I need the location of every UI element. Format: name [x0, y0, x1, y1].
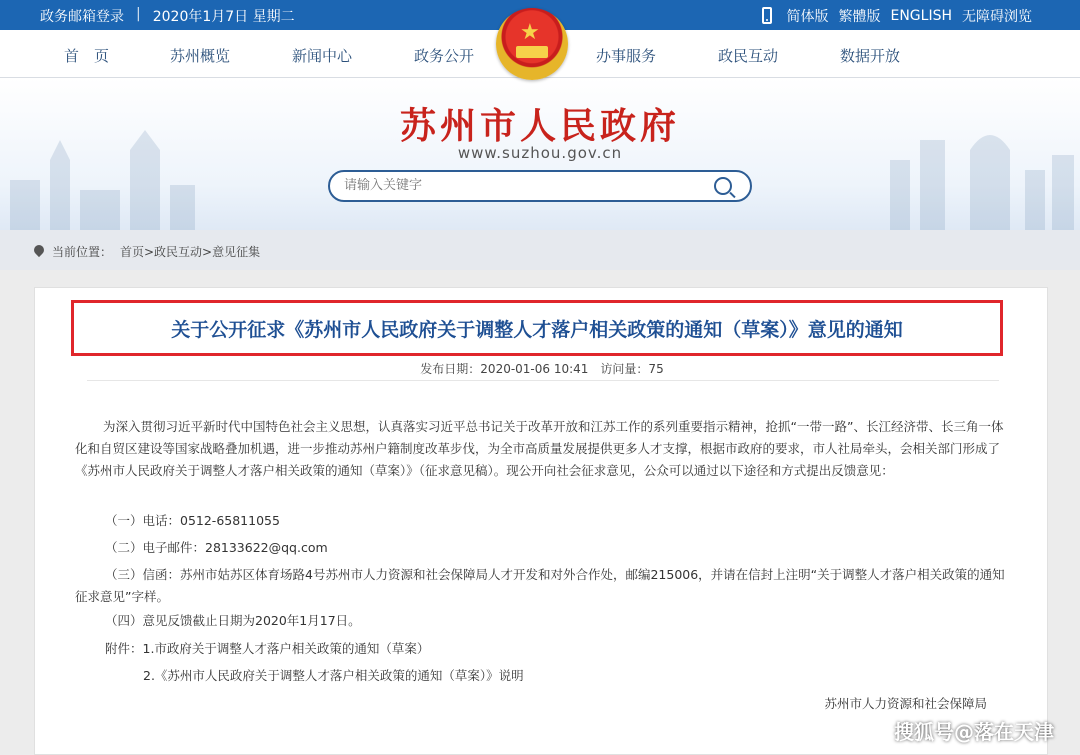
site-url: www.suzhou.gov.cn — [457, 144, 623, 162]
national-emblem-icon — [496, 8, 568, 80]
contact-phone: （一）电话：0512-65811055 — [105, 513, 280, 528]
article-title-highlight — [71, 300, 1003, 356]
nav-item-services[interactable]: 办事服务 — [596, 47, 657, 65]
mail-login-link[interactable]: 政务邮箱登录 — [40, 9, 124, 25]
lang-simplified-link[interactable]: 简体版 — [786, 9, 829, 25]
article-meta: 发布日期：2020-01-06 10:41 访问量：75 — [420, 362, 664, 376]
article-title: 关于公开征求《苏州市人民政府关于调整人才落户相关政策的通知（草案）》意见的通知 — [171, 319, 903, 341]
intro-paragraph: 为深入贯彻习近平新时代中国特色社会主义思想，认真落实习近平总书记关于改革开放和江苏工作的系列重要指示精神，抢抓“一带一路”、长江经济带、长三角一体化和自贸区建设等国家战略叠加机遇，进一步推动苏州户籍制度改革步伐，为全市高质量发展提供更多人才支撑，根据市政府的要求，市人社局牵头，会相关部门形成了《苏州市人民政府关于调整人才落户相关政策的通知（草案）》（征求意见稿）。现公开向社会征求意见，公众可以通过以下途径和方式提出反馈意见： — [75, 419, 1004, 478]
nav-item-overview[interactable]: 苏州概览 — [170, 47, 231, 65]
mobile-icon[interactable] — [762, 7, 772, 24]
nav-item-gov-affairs[interactable]: 政务公开 — [414, 47, 475, 65]
site-title: 苏州市人民政府 — [399, 106, 680, 147]
search-icon[interactable] — [714, 177, 732, 195]
breadcrumb — [0, 230, 1080, 270]
watermark: 搜狐号@落在天津 — [894, 720, 1054, 744]
issuing-authority: 苏州市人力资源和社会保障局 — [824, 696, 987, 711]
current-date: 2020年1月7日 星期二 — [152, 9, 295, 25]
article-panel — [34, 287, 1048, 755]
header-banner — [0, 78, 1080, 230]
divider — [87, 380, 999, 381]
breadcrumb-label: 当前位置： — [52, 245, 113, 259]
nav-item-news[interactable]: 新闻中心 — [292, 47, 353, 65]
search-box — [328, 170, 752, 202]
accessibility-link[interactable]: 无障碍浏览 — [962, 9, 1032, 25]
attachment-1-link[interactable]: 附件：1.市政府关于调整人才落户相关政策的通知（草案） — [105, 641, 430, 656]
lang-english-link[interactable]: ENGLISH — [890, 8, 952, 24]
contact-letter: （三）信函：苏州市姑苏区体育场路4号苏州市人力资源和社会保障局人才开发和对外合作处，邮编215006，并请在信封上注明“关于调整人才落户相关政策的通知征求意见”字样。 — [75, 567, 1005, 604]
nav-item-home[interactable]: 首 页 — [64, 47, 110, 65]
breadcrumb-path[interactable]: 首页>政民互动>意见征集 — [120, 245, 261, 259]
location-pin-icon — [32, 243, 46, 257]
search-input[interactable] — [344, 178, 704, 193]
contact-email: （二）电子邮件：28133622@qq.com — [105, 540, 328, 555]
nav-item-open-data[interactable]: 数据开放 — [840, 47, 901, 65]
deadline: （四）意见反馈截止日期为2020年1月17日。 — [105, 613, 361, 628]
attachment-2-link[interactable]: 2.《苏州市人民政府关于调整人才落户相关政策的通知（草案）》说明 — [143, 668, 524, 683]
nav-item-interaction[interactable]: 政民互动 — [718, 47, 779, 65]
separator: | — [136, 6, 141, 22]
lang-traditional-link[interactable]: 繁體版 — [838, 9, 881, 25]
